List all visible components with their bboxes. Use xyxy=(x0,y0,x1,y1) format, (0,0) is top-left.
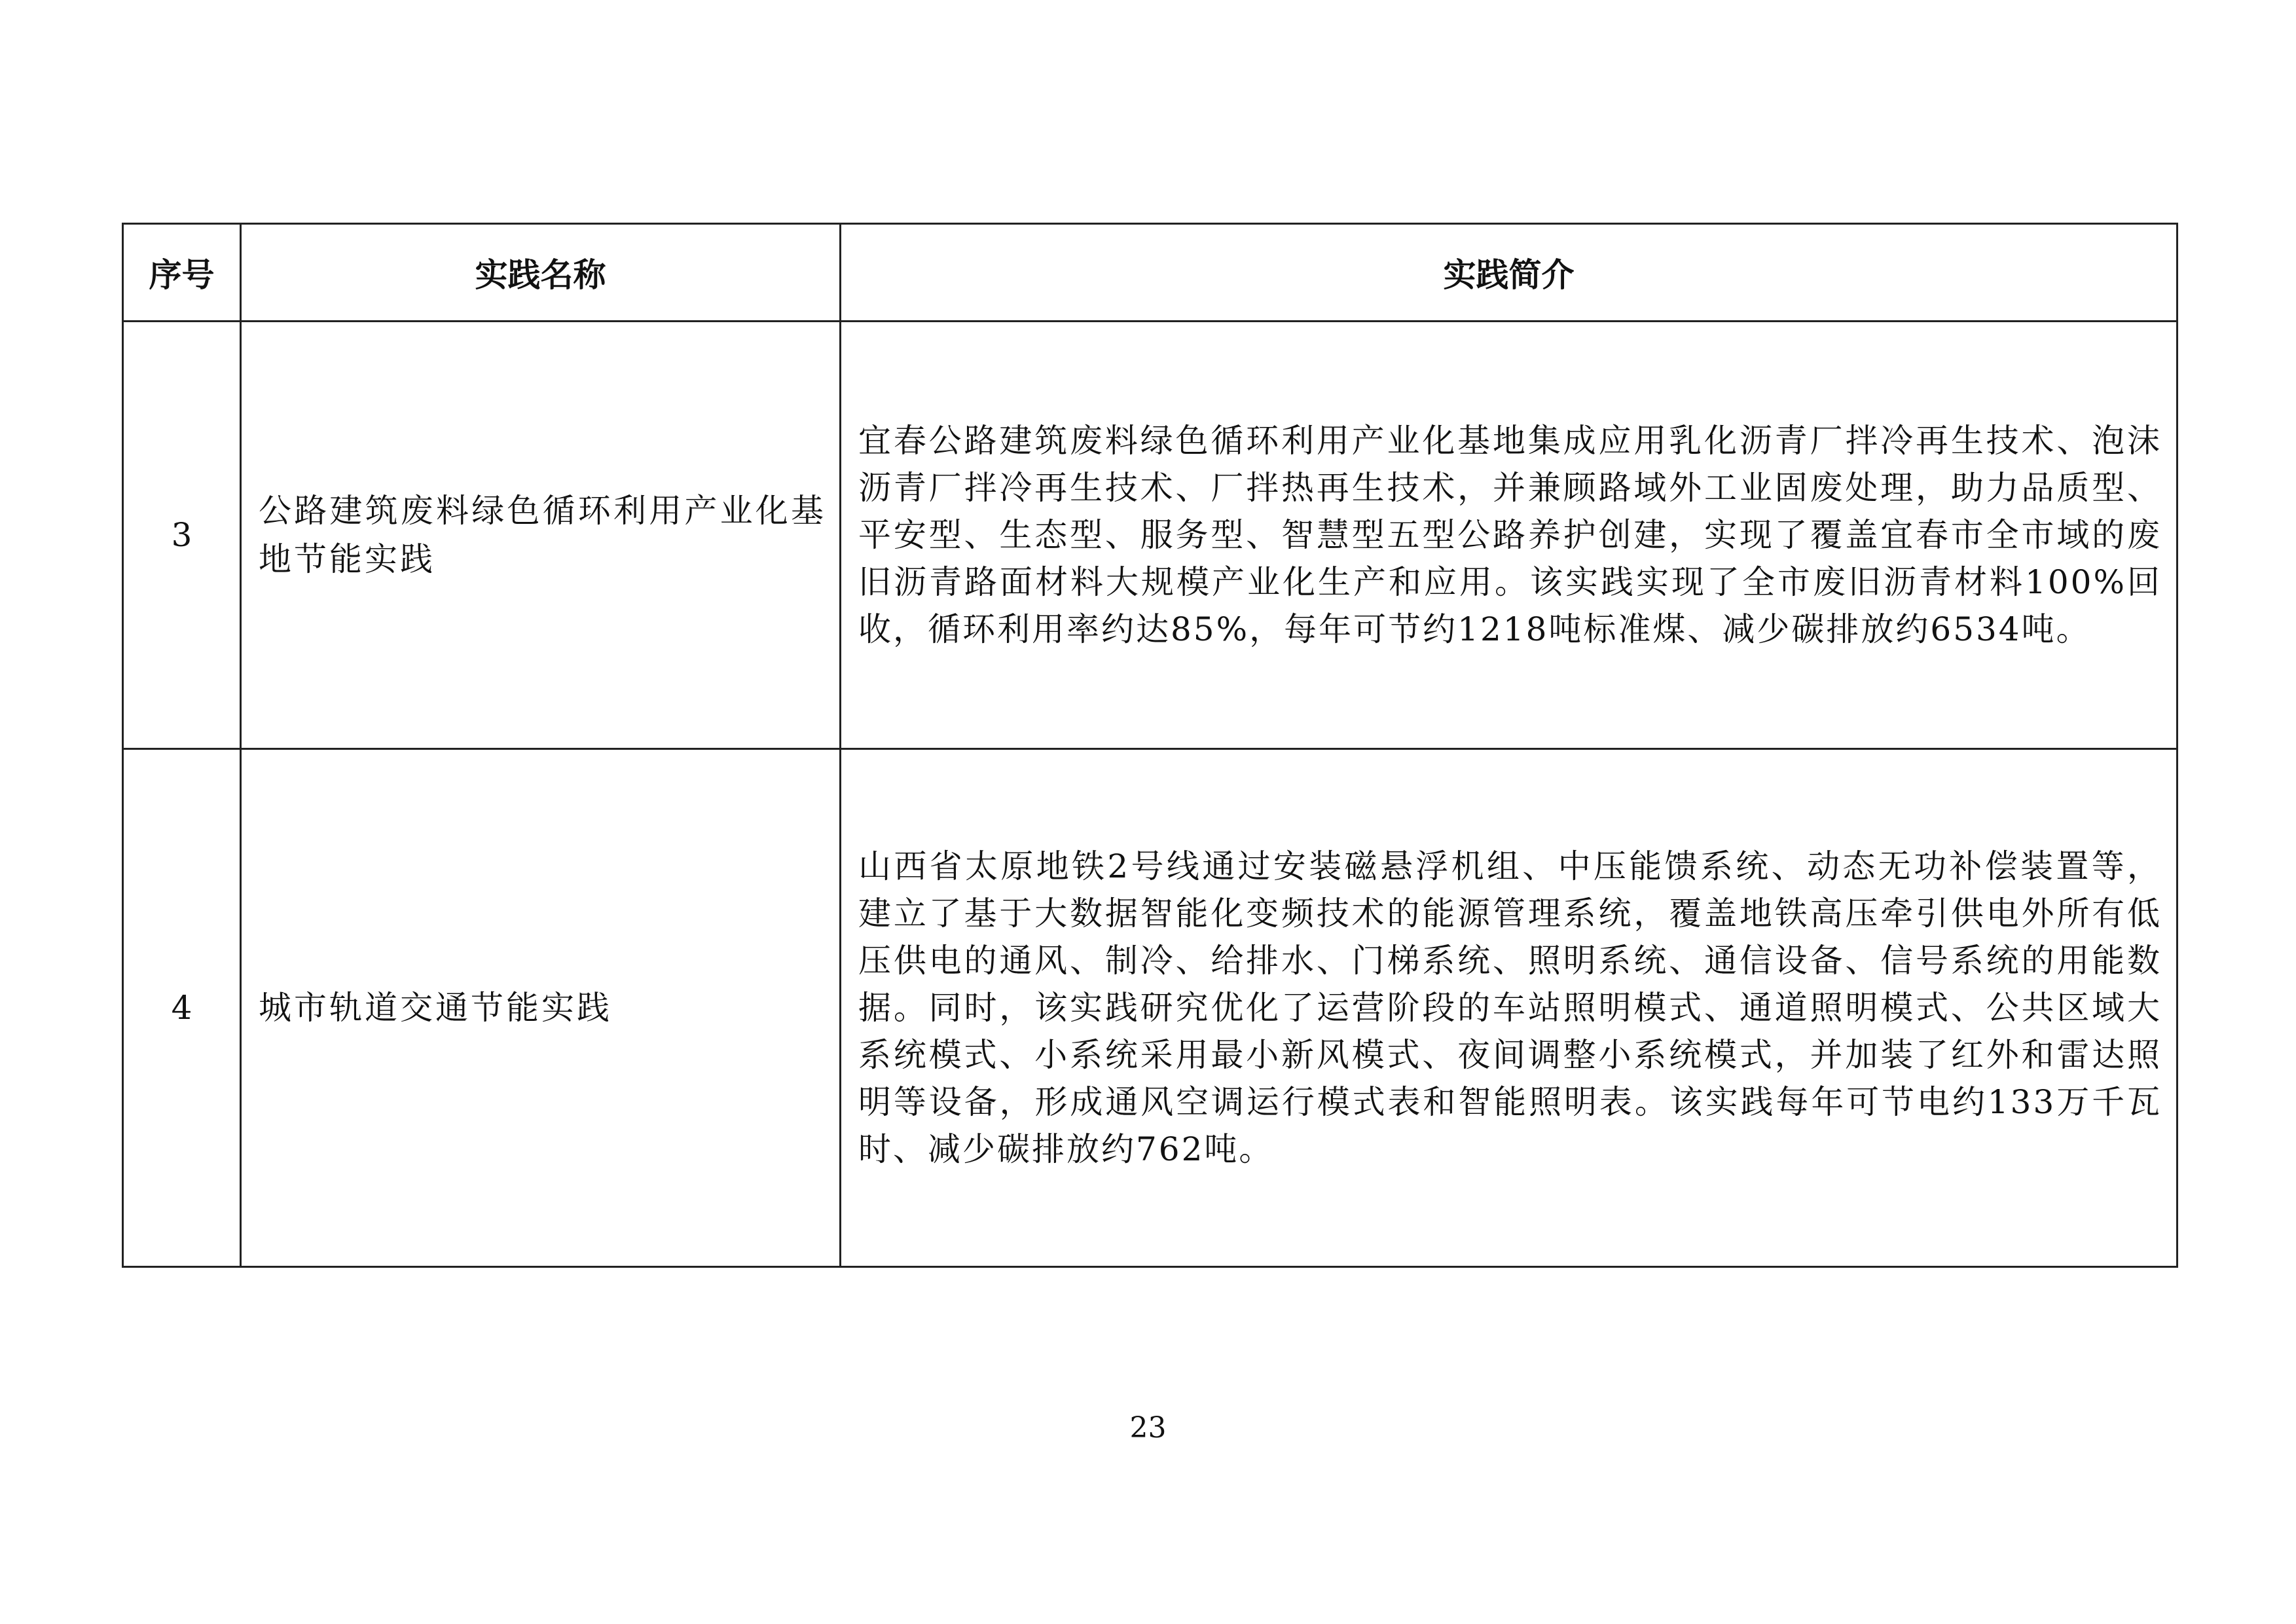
row-number: 3 xyxy=(123,322,241,749)
header-description: 实践简介 xyxy=(841,224,2178,322)
practice-name: 公路建筑废料绿色循环利用产业化基地节能实践 xyxy=(241,322,841,749)
table-header-row xyxy=(123,224,2178,322)
header-number: 序号 xyxy=(123,224,241,322)
practice-description: 山西省太原地铁2号线通过安装磁悬浮机组、中压能馈系统、动态无功补偿装置等，建立了基于大数据智能化变频技术的能源管理系统，覆盖地铁高压牵引供电外所有低压供电的通风、制冷、给排水、门梯系统、照明系统、通信设备、信号系统的用能数据。同时，该实践研究优化了运营阶段的车站照明模式、通道照明模式、公共区域大系统模式、小系统采用最小新风模式、夜间调整小系统模式，并加装了红外和雷达照明等设备，形成通风空调运行模式表和智能照明表。该实践每年可节电约133万千瓦时、减少碳排放约762吨。 xyxy=(841,749,2178,1267)
table-row xyxy=(123,749,2178,1267)
practices-table xyxy=(122,223,2178,1268)
practice-description: 宜春公路建筑废料绿色循环利用产业化基地集成应用乳化沥青厂拌冷再生技术、泡沫沥青厂拌冷再生技术、厂拌热再生技术，并兼顾路域外工业固废处理，助力品质型、平安型、生态型、服务型、智慧型五型公路养护创建，实现了覆盖宜春市全市域的废旧沥青路面材料大规模产业化生产和应用。该实践实现了全市废旧沥青材料100%回收，循环利用率约达85%，每年可节约1218吨标准煤、减少碳排放约6534吨。 xyxy=(841,322,2178,749)
header-name: 实践名称 xyxy=(241,224,841,322)
page-number: 23 xyxy=(1129,1411,1167,1445)
table-row xyxy=(123,322,2178,749)
row-number: 4 xyxy=(123,749,241,1267)
practice-name: 城市轨道交通节能实践 xyxy=(241,749,841,1267)
